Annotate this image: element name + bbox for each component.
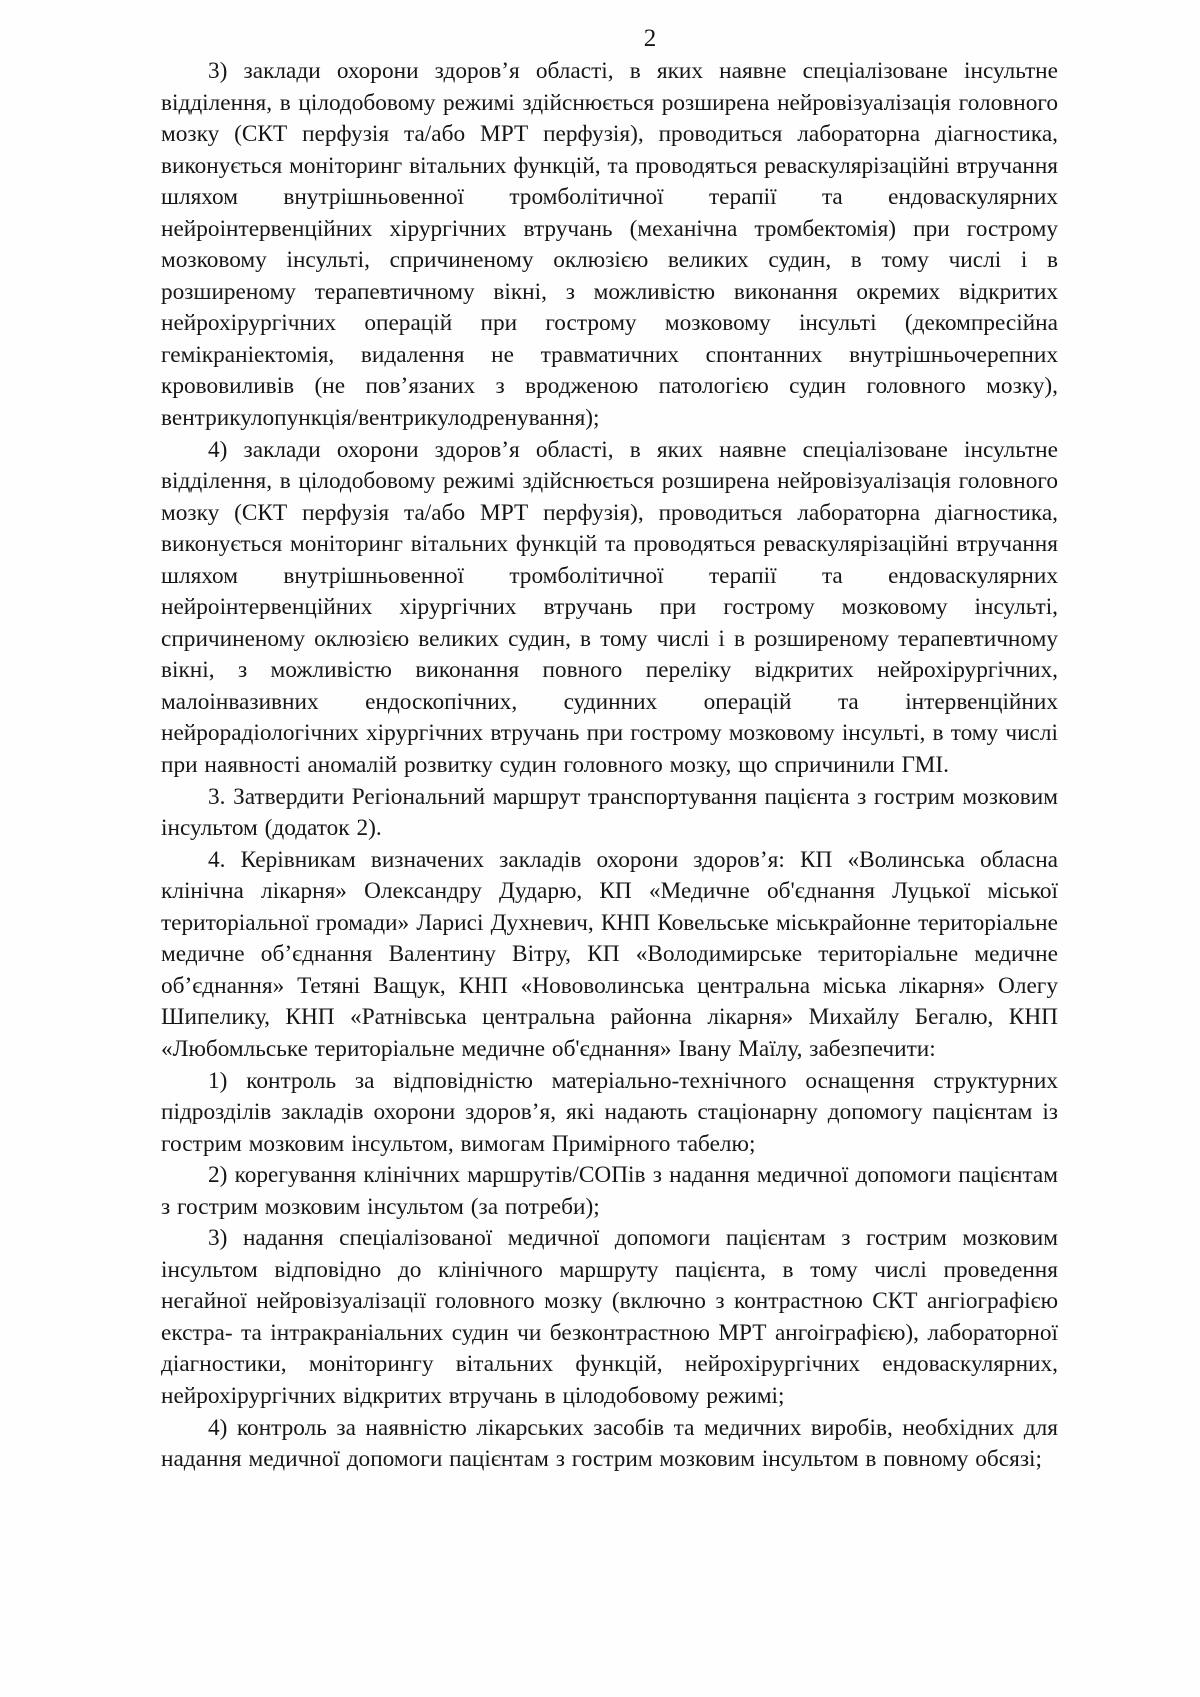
document-body [161,56,1058,1476]
paragraph-point-4-hospital-directors: 4. Керівникам визначених закладів охорони здоров’я: КП «Волинська обласна клінічна лікарня» Олександру Дударю, КП «Медичне об'єднання Луцької міської територіальної громади» Ларисі Духневич, КНП Ковельське міськрайонне територіальне медичне об’єднання Валентину Вітру, КП «Володимирське територіальне медичне об’єднання» Тетяні Ващук, КНП «Нововолинська центральна міська лікарня» Олегу Шипелику, КНП «Ратнівська центральна районна лікарня» Михайлу Бегалю, КНП «Любомльське територіальне медичне об'єднання» Івану Маїлу, забезпечити: [161,846,1058,1062]
paragraph-task-2-route-correction: 2) корегування клінічних маршрутів/СОПів з надання медичної допомоги пацієнтам з гострим мозковим інсультом (за потреби); [161,1162,1058,1220]
paragraph-subitem-3-stroke-units: 3) заклади охорони здоров’я області, в яких наявне спеціалізоване інсультне відділення, в цілодобовому режимі здійснюється розширена нейровізуалізація головного мозку (СКТ перфузія та/або МРТ перфузія), проводиться лабораторна діагностика, виконується моніторинг вітальних функцій, та проводяться реваскулярізаційні втручання шляхом внутрішньовенної тромболітичної терапії та ендоваскулярних нейроінтервенційних хірургічних втручань (механічна тромбектомія) при гострому мозковому інсульті, спричиненому оклюзією великих судин, в тому числі і в розширеному терапевтичному вікні, з можливістю виконання окремих відкритих нейрохірургічних операцій при гострому мозковому інсульті (декомпресійна гемікраніектомія, видалення не травматичних спонтанних внутрішньочерепних крововиливів (не пов’язаних з вродженою патологією судин головного мозку), вентрикулопункція/вентрикулодренування); [161,58,1058,432]
paragraph-task-3-specialized-care: 3) надання спеціалізованої медичної допомоги пацієнтам з гострим мозковим інсультом відповідно до клінічного маршруту пацієнта, в тому числі проведення негайної нейровізуалізації головного мозку (включно з контрастною СКТ ангіографією екстра- та інтракраніальних судин чи безконтрастною МРТ ангоіграфією), лабораторної діагностики, моніторингу вітальних функцій, нейрохірургічних ендоваскулярних, нейрохірургічних відкритих втручань в цілодобовому режимі; [161,1225,1058,1409]
page-number: 2 [643,25,657,52]
paragraph-task-4-medicines-control: 4) контроль за наявністю лікарських засобів та медичних виробів, необхідних для надання медичної допомоги пацієнтам з гострим мозковим інсультом в повному обсязі; [161,1414,1058,1473]
paragraph-task-1-equipment-control: 1) контроль за відповідністю матеріально-технічного оснащення структурних підрозділів закладів охорони здоров’я, які надають стаціонарну допомогу пацієнтам із гострим мозковим інсультом, вимогам Примірного табелю; [161,1067,1058,1157]
paragraph-subitem-4-stroke-units: 4) заклади охорони здоров’я області, в яких наявне спеціалізоване інсультне відділення, в цілодобовому режимі здійснюється розширена нейровізуалізація головного мозку (СКТ перфузія та/або МРТ перфузія), проводиться лабораторна діагностика, виконується моніторинг вітальних функцій та проводяться реваскулярізаційні втручання шляхом внутрішньовенної тромболітичної терапії та ендоваскулярних нейроінтервенційних хірургічних втручань при гострому мозковому інсульті, спричиненому оклюзією великих судин, в тому числі і в розширеному терапевтичному вікні, з можливістю виконання повного переліку відкритих нейрохірургічних, малоінвазивних ендоскопічних, судинних операцій та інтервенційних нейрорадіологічних хірургічних втручань при гострому мозковому інсульті, в тому числі при наявності аномалій розвитку судин головного мозку, що спричинили ГМІ. [161,436,1058,779]
paragraph-point-3-approve-route: 3. Затвердити Регіональний маршрут транспортування пацієнта з гострим мозковим інсультом (додаток 2). [161,783,1058,842]
